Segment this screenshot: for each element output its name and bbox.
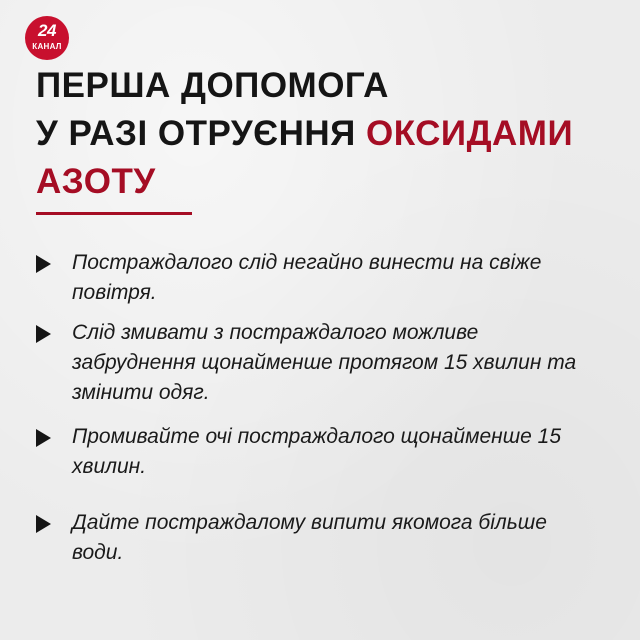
list-item-text: Промивайте очі постраждалого щонайменше 15 хвилин. xyxy=(72,425,562,478)
triangle-bullet-icon xyxy=(36,429,51,447)
title-accent-word-2: АЗОТУ xyxy=(36,162,156,201)
triangle-bullet-icon xyxy=(36,255,51,273)
channel-logo xyxy=(24,15,70,61)
title-accent-word-1: ОКСИДАМИ xyxy=(366,114,574,153)
triangle-bullet-icon xyxy=(36,325,51,343)
title-line-1: ПЕРША ДОПОМОГА xyxy=(36,66,389,105)
list-item-text: Слід змивати з постраждалого можливе забруднення щонайменше протягом 15 хвилин та змінити одяг. xyxy=(72,321,577,404)
page-title xyxy=(36,62,626,206)
logo-number: 24 xyxy=(38,21,56,40)
logo-word: КАНАЛ xyxy=(32,42,62,51)
list-item-text: Постраждалого слід негайно винести на свіже повітря. xyxy=(72,251,542,304)
title-line-2: У РАЗІ ОТРУЄННЯ xyxy=(36,114,356,153)
list-item-text: Дайте постраждалому випити якомога більше води. xyxy=(72,511,547,564)
title-underline xyxy=(36,212,192,215)
triangle-bullet-icon xyxy=(36,515,51,533)
